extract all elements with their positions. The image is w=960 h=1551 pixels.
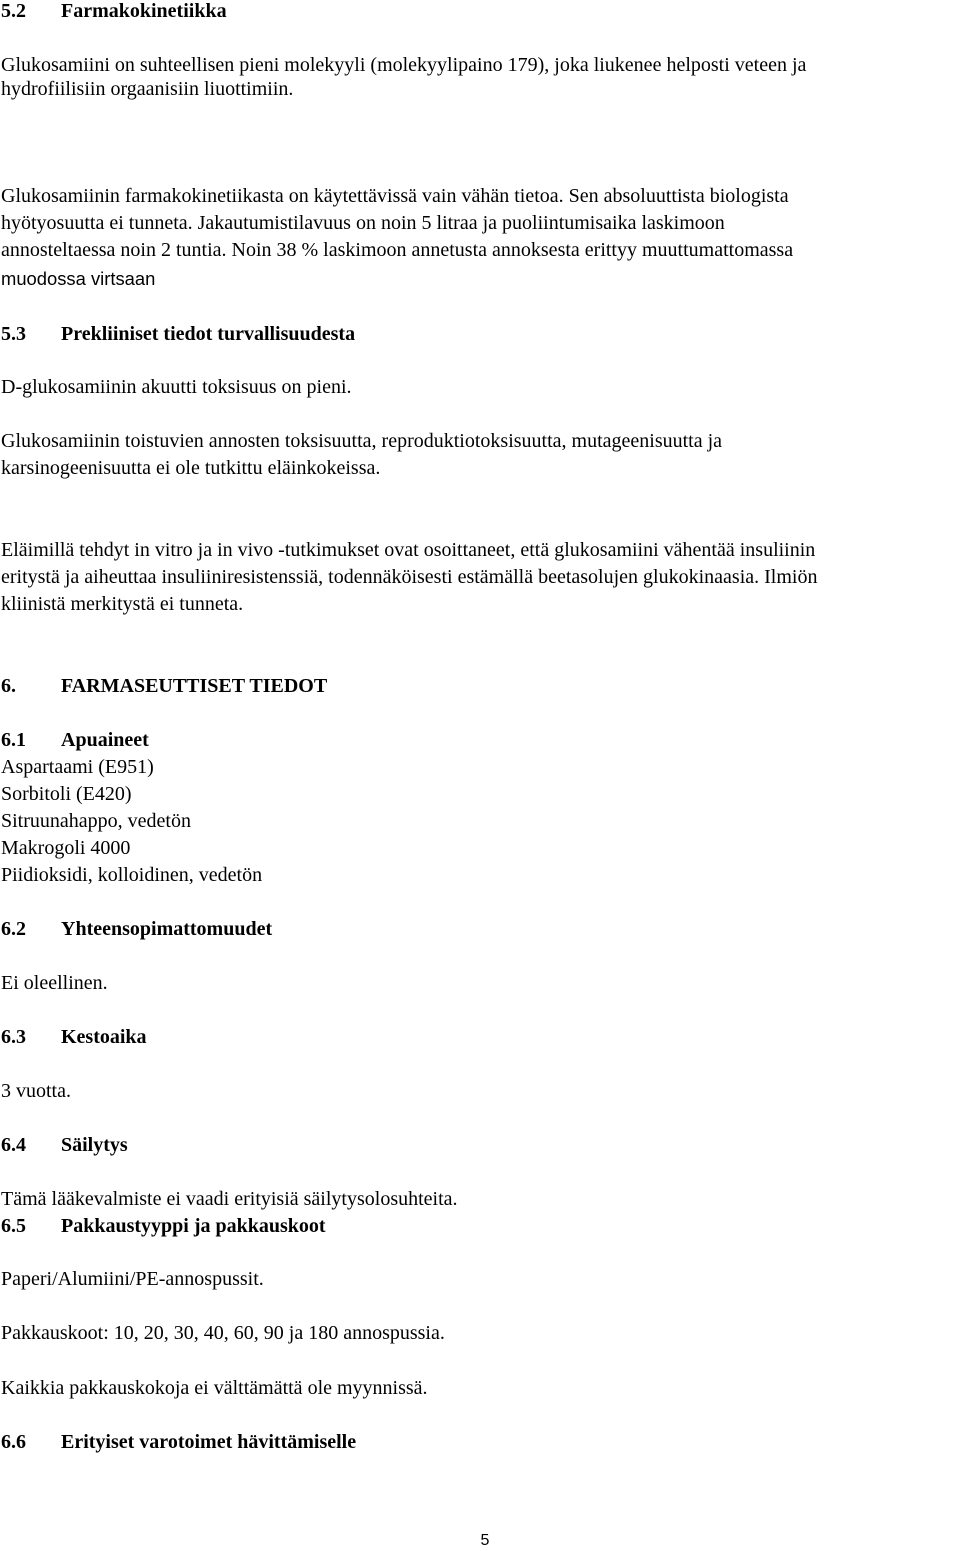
paragraph-line: D-glukosamiinin akuutti toksisuus on pieni. <box>1 376 352 398</box>
paragraph-line: Paperi/Alumiini/PE-annospussit. <box>1 1268 264 1290</box>
section-title: Säilytys <box>61 1134 128 1156</box>
paragraph-line: Glukosamiinin farmakokinetiikasta on käytettävissä vain vähän tietoa. Sen absoluuttista biologista <box>1 185 789 207</box>
excipient-item: Piidioksidi, kolloidinen, vedetön <box>1 864 263 886</box>
section-title: Kestoaika <box>61 1026 147 1048</box>
section-number: 6. <box>1 675 16 697</box>
section-heading-6-2 <box>1 917 272 941</box>
paragraph-line: hydrofiilisiin orgaanisiin liuottimiin. <box>1 78 294 100</box>
paragraph-line: eritystä ja aiheuttaa insuliiniresistenssiä, todennäköisesti estämällä beetasolujen glukokinaasia. Ilmiön <box>1 566 818 588</box>
paragraph-line: Ei oleellinen. <box>1 972 108 994</box>
section-heading-6-4 <box>1 1133 128 1157</box>
paragraph-line: Eläimillä tehdyt in vitro ja in vivo -tutkimukset ovat osoittaneet, että glukosamiini vähentää insuliinin <box>1 539 816 561</box>
section-title: Pakkaustyyppi ja pakkauskoot <box>61 1215 326 1237</box>
paragraph-line: Glukosamiinin toistuvien annosten toksisuutta, reproduktiotoksisuutta, mutageenisuutta ja <box>1 430 723 452</box>
section-title: Yhteensopimattomuudet <box>61 918 273 940</box>
section-number: 6.4 <box>1 1134 26 1156</box>
section-heading-6-1 <box>1 728 149 752</box>
section-heading-5-2 <box>1 0 227 23</box>
section-number: 6.2 <box>1 918 26 940</box>
section-heading-6-6 <box>1 1430 356 1454</box>
excipient-item: Aspartaami (E951) <box>1 756 154 778</box>
section-heading-5-3 <box>1 322 355 346</box>
section-number: 6.3 <box>1 1026 26 1048</box>
paragraph-line: karsinogeenisuutta ei ole tutkittu eläinkokeissa. <box>1 457 381 479</box>
paragraph-line: Tämä lääkevalmiste ei vaadi erityisiä säilytysolosuhteita. <box>1 1188 458 1210</box>
paragraph-line: kliinistä merkitystä ei tunneta. <box>1 593 244 615</box>
section-number: 5.2 <box>1 0 26 22</box>
section-heading-6-3 <box>1 1025 147 1049</box>
section-title: FARMASEUTTISET TIEDOT <box>61 675 328 697</box>
section-title: Apuaineet <box>61 729 149 751</box>
section-title: Prekliiniset tiedot turvallisuudesta <box>61 323 356 345</box>
paragraph-line: hyötyosuutta ei tunneta. Jakautumistilavuus on noin 5 litraa ja puoliintumisaika laskimoon <box>1 212 725 234</box>
section-title: Erityiset varotoimet hävittämiselle <box>61 1431 357 1453</box>
page-number: 5 <box>480 1532 490 1549</box>
paragraph-line: 3 vuotta. <box>1 1080 71 1102</box>
excipient-item: Sitruunahappo, vedetön <box>1 810 191 832</box>
excipient-item: Makrogoli 4000 <box>1 837 131 859</box>
paragraph-line: Pakkauskoot: 10, 20, 30, 40, 60, 90 ja 180 annospussia. <box>1 1322 445 1344</box>
paragraph-line: Kaikkia pakkauskokoja ei välttämättä ole myynnissä. <box>1 1377 428 1399</box>
paragraph-line: Glukosamiini on suhteellisen pieni molekyyli (molekyylipaino 179), joka liukenee helposti veteen ja <box>1 54 807 76</box>
section-number: 5.3 <box>1 323 26 345</box>
paragraph-line: annosteltaessa noin 2 tuntia. Noin 38 % laskimoon annetusta annoksesta erittyy muuttumattomassa <box>1 239 794 261</box>
section-heading-6-5 <box>1 1214 326 1238</box>
section-number: 6.1 <box>1 729 26 751</box>
section-number: 6.6 <box>1 1431 26 1453</box>
section-title: Farmakokinetiikka <box>61 0 227 22</box>
section-number: 6.5 <box>1 1215 26 1237</box>
section-heading-6 <box>1 674 327 698</box>
paragraph-line: muodossa virtsaan <box>1 268 156 289</box>
excipient-item: Sorbitoli (E420) <box>1 783 132 805</box>
